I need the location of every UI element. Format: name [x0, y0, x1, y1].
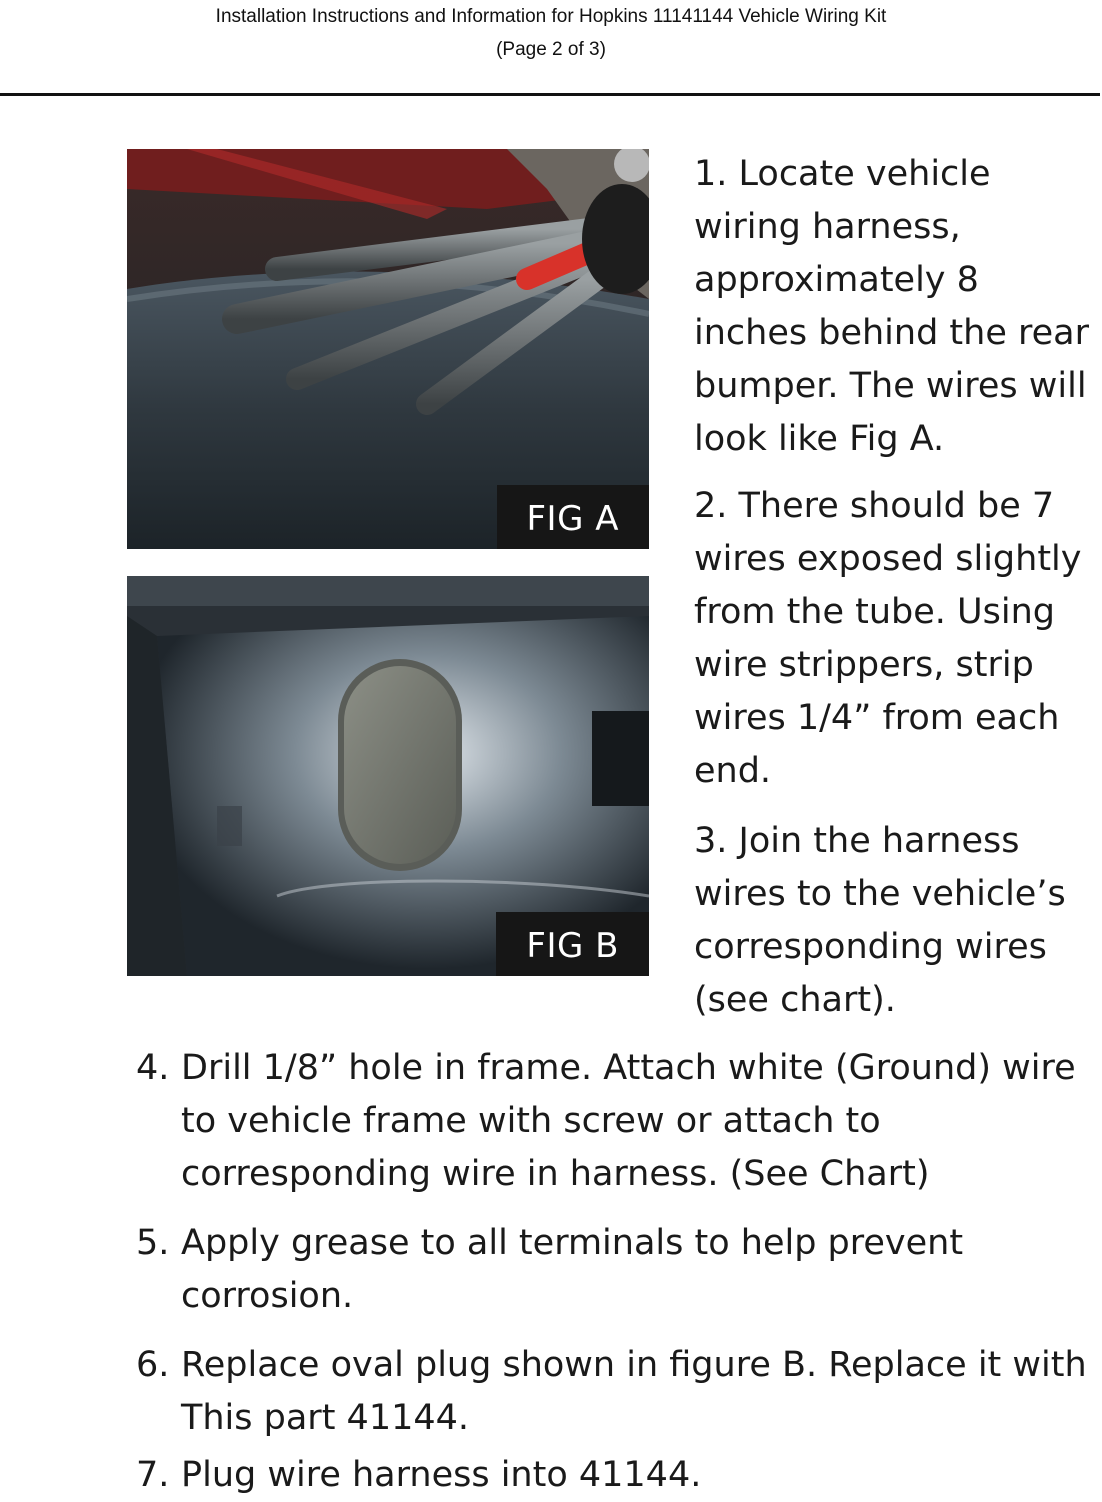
steps-side-column: [694, 148, 1094, 1041]
step-text: Replace oval plug shown in figure B. Replace it with This part 41144.: [181, 1345, 1087, 1438]
page-header: [0, 0, 1102, 66]
document-title: Installation Instructions and Information for Hopkins 11141144 Vehicle Wiring Kit: [215, 6, 887, 27]
figure-b-photo: [127, 576, 649, 976]
step-number: 7.: [136, 1455, 170, 1495]
figure-b-label: FIG B: [496, 912, 649, 976]
step-1: 1. Locate vehicle wiring harness, approximately 8 inches behind the rear bumper. The wires will look like Fig A.: [694, 154, 1089, 459]
step-6: [136, 1339, 1096, 1445]
step-4: [136, 1042, 1096, 1201]
header-divider: [0, 93, 1100, 96]
page-number: (Page 2 of 3): [496, 39, 606, 60]
steps-full-list: [136, 1042, 1096, 1502]
step-number: 5.: [136, 1223, 170, 1263]
step-number: 6.: [136, 1345, 170, 1385]
figure-a-photo: [127, 149, 649, 549]
figure-a-label: FIG A: [497, 485, 650, 549]
step-2: 2. There should be 7 wires exposed slightly from the tube. Using wire strippers, strip wires 1/4” from each end.: [694, 486, 1082, 791]
step-text: Apply grease to all terminals to help prevent corrosion.: [181, 1223, 964, 1316]
step-3: 3. Join the harness wires to the vehicle’s corresponding wires (see chart).: [694, 821, 1066, 1020]
step-text: Plug wire harness into 41144.: [181, 1455, 702, 1495]
step-number: 4.: [136, 1048, 170, 1088]
step-text: Drill 1/8” hole in frame. Attach white (Ground) wire to vehicle frame with screw or attach to corresponding wire in harness. (See Chart): [181, 1048, 1076, 1194]
step-7: [136, 1449, 1096, 1502]
step-5: [136, 1217, 1096, 1323]
